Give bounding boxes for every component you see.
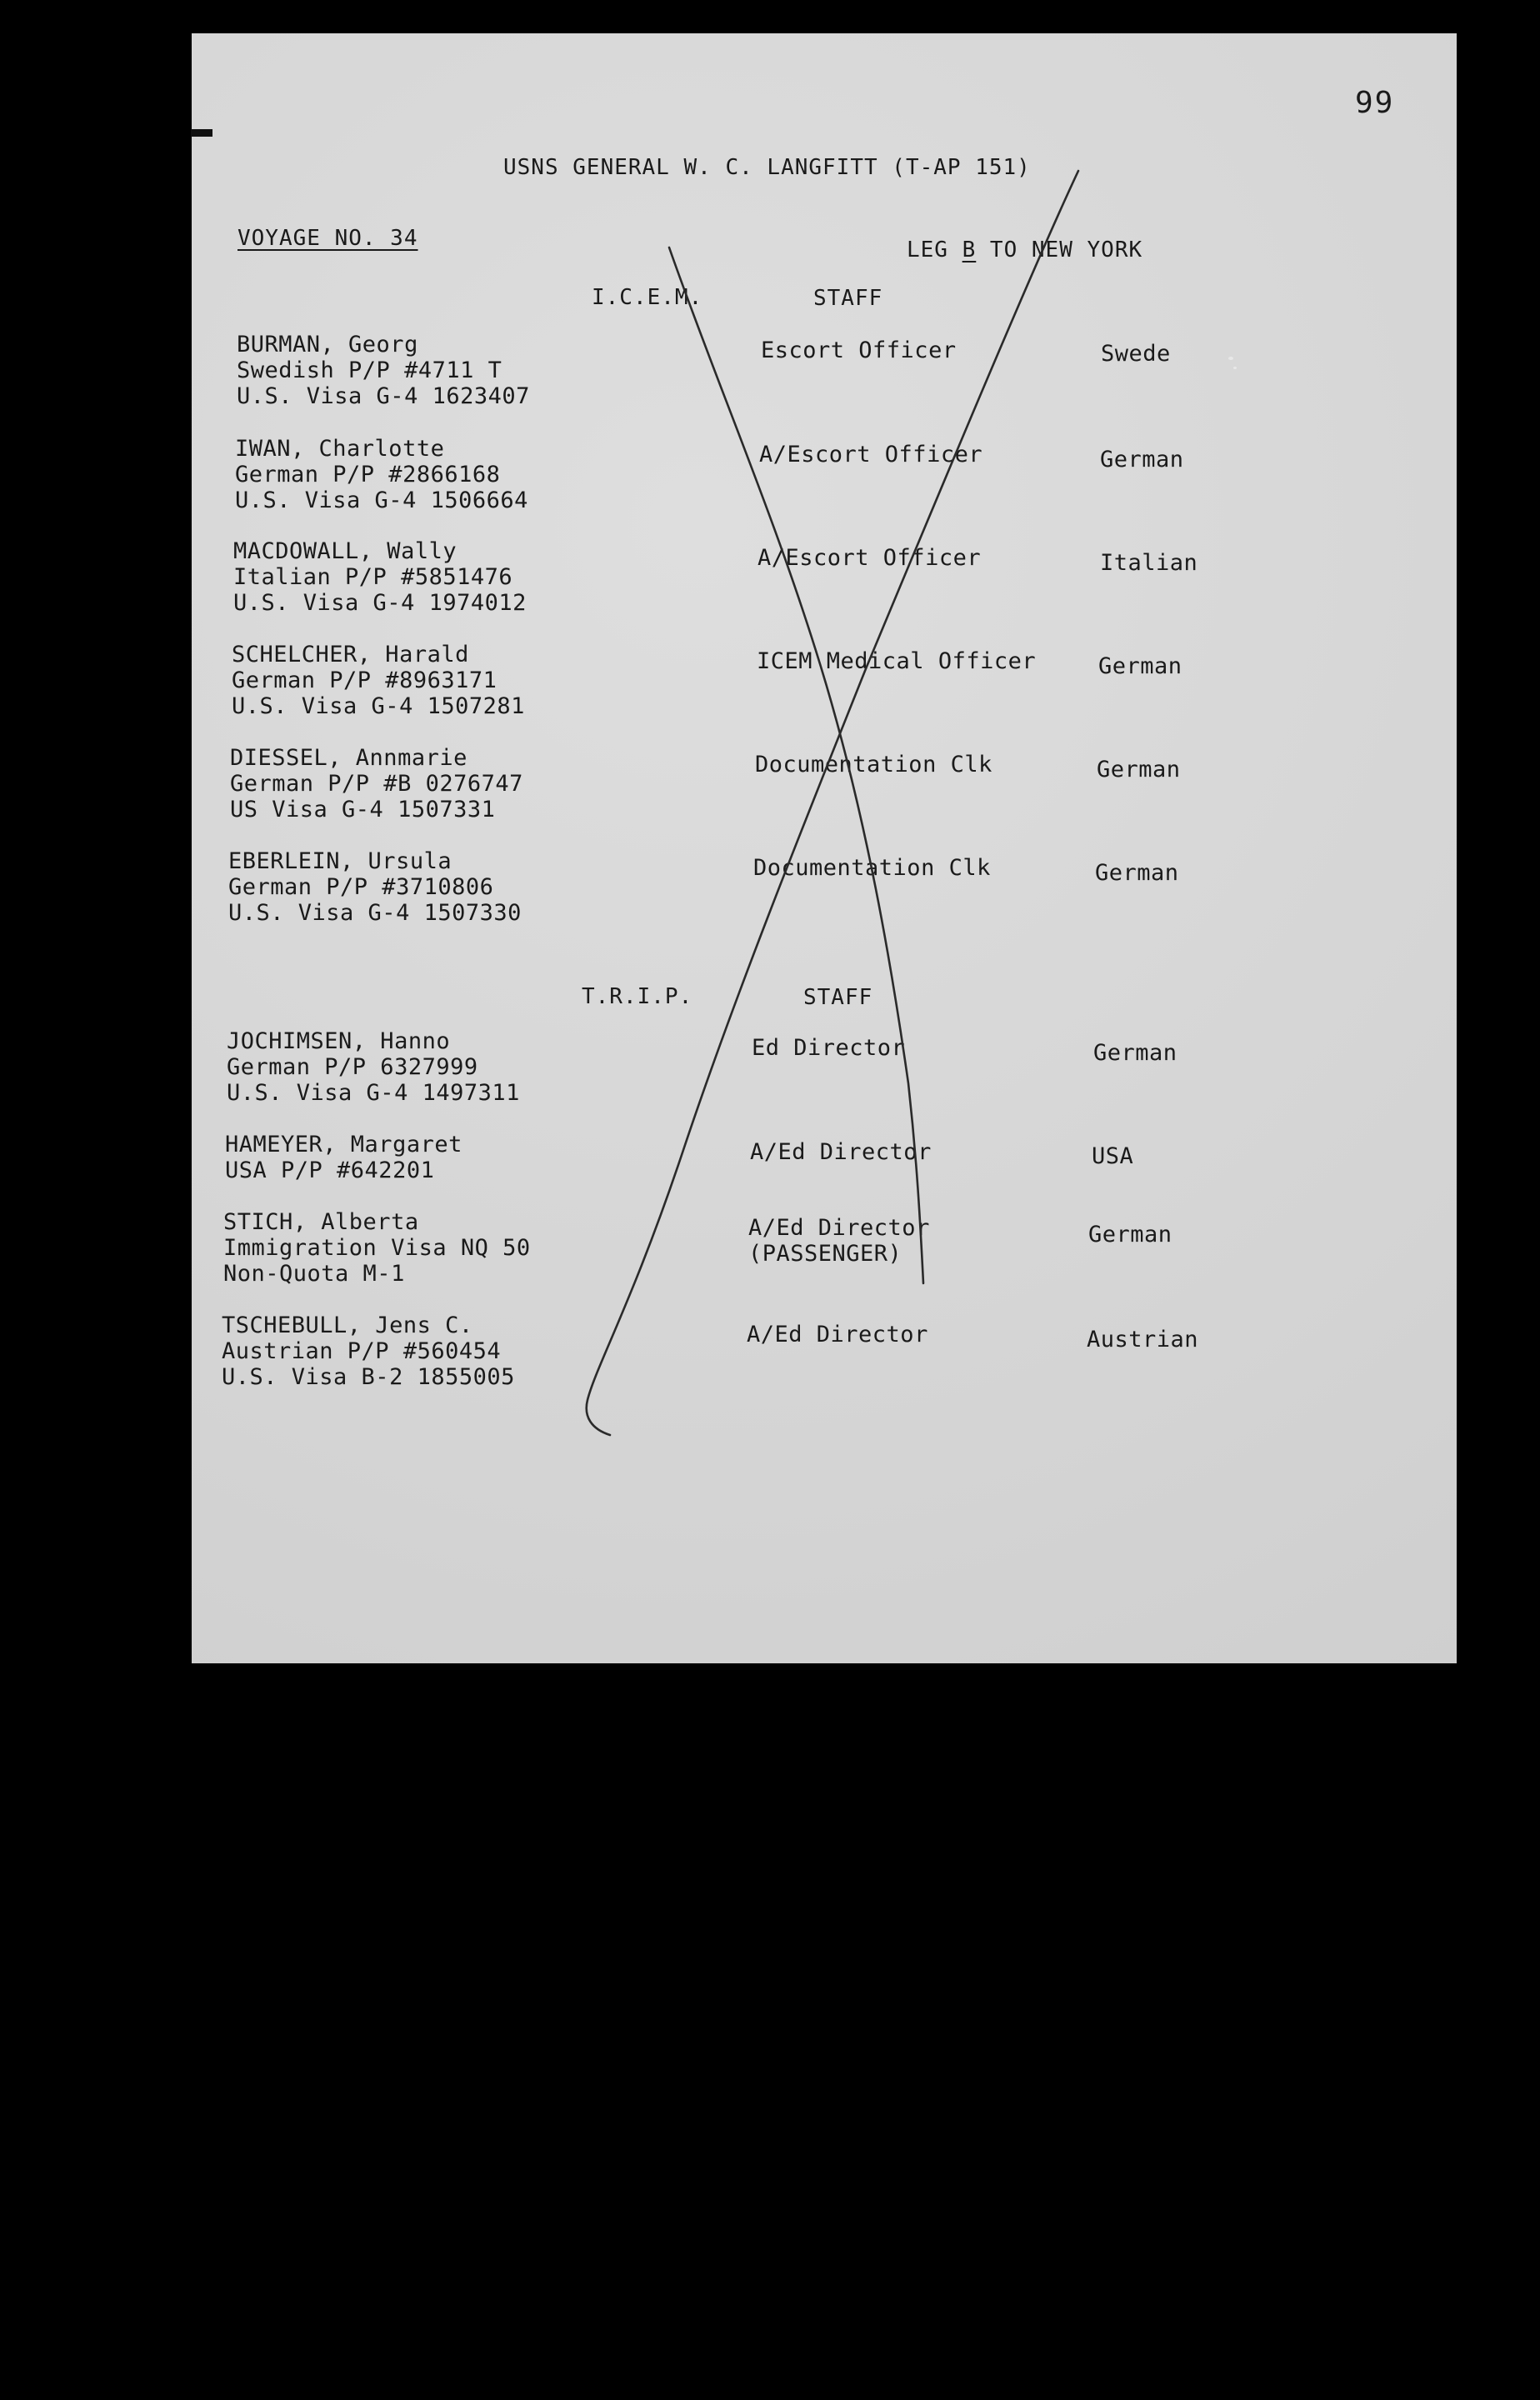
entry-name: STICH, Alberta bbox=[223, 1209, 419, 1235]
entry-nationality: German bbox=[1093, 1040, 1178, 1066]
entry-position-note: (PASSENGER) bbox=[748, 1241, 902, 1267]
entry-doc: U.S. Visa G-4 1623407 bbox=[237, 383, 530, 409]
entry-position: ICEM Medical Officer bbox=[757, 648, 1037, 674]
entry-name: TSCHEBULL, Jens C. bbox=[222, 1312, 473, 1338]
entry-nationality: Swede bbox=[1101, 341, 1171, 367]
entry-doc: U.S. Visa B-2 1855005 bbox=[222, 1364, 515, 1390]
entry-doc: U.S. Visa G-4 1507330 bbox=[228, 900, 522, 926]
entry-nationality: German bbox=[1088, 1222, 1172, 1248]
entry-position: Escort Officer bbox=[761, 338, 957, 363]
page-number: 99 bbox=[1355, 86, 1395, 120]
entry-nationality: Austrian bbox=[1087, 1327, 1199, 1352]
section-org-trip: T.R.I.P. bbox=[582, 984, 693, 1009]
entry-position: A/Ed Director bbox=[747, 1322, 928, 1348]
entry-doc: Swedish P/P #4711 T bbox=[237, 358, 502, 383]
entry-doc: Italian P/P #5851476 bbox=[233, 564, 513, 590]
scan-speck bbox=[1233, 367, 1237, 369]
entry-name: DIESSEL, Annmarie bbox=[230, 745, 468, 771]
entry-name: HAMEYER, Margaret bbox=[225, 1132, 462, 1158]
entry-doc: U.S. Visa G-4 1974012 bbox=[233, 590, 527, 616]
leg-prefix: LEG bbox=[907, 238, 962, 262]
entry-name: SCHELCHER, Harald bbox=[232, 642, 469, 668]
leg-letter: B bbox=[962, 238, 977, 262]
entry-doc: USA P/P #642201 bbox=[225, 1158, 435, 1183]
section-staff-label-trip: STAFF bbox=[803, 985, 873, 1010]
entry-position: Documentation Clk bbox=[755, 752, 992, 778]
leg-suffix: TO NEW YORK bbox=[976, 238, 1143, 262]
entry-doc: Immigration Visa NQ 50 bbox=[223, 1235, 531, 1261]
entry-position: Documentation Clk bbox=[753, 855, 991, 881]
entry-position: Ed Director bbox=[752, 1035, 906, 1061]
entry-doc: German P/P #B 0276747 bbox=[230, 771, 523, 797]
entry-doc: German P/P 6327999 bbox=[227, 1054, 478, 1080]
entry-name: BURMAN, Georg bbox=[237, 332, 418, 358]
entry-position: A/Ed Director bbox=[750, 1139, 932, 1165]
entry-position: A/Escort Officer bbox=[758, 545, 982, 571]
entry-name: JOCHIMSEN, Hanno bbox=[227, 1028, 451, 1054]
entry-name: MACDOWALL, Wally bbox=[233, 538, 458, 564]
entry-doc: German P/P #2866168 bbox=[235, 462, 501, 488]
voyage-number: VOYAGE NO. 34 bbox=[238, 226, 418, 251]
entry-doc: U.S. Visa G-4 1506664 bbox=[235, 488, 528, 513]
entry-doc: Austrian P/P #560454 bbox=[222, 1338, 502, 1364]
entry-doc: US Visa G-4 1507331 bbox=[230, 797, 496, 822]
entry-doc: U.S. Visa G-4 1507281 bbox=[232, 693, 525, 719]
entry-name: EBERLEIN, Ursula bbox=[228, 848, 452, 874]
entry-nationality: German bbox=[1097, 757, 1181, 782]
page-title: USNS GENERAL W. C. LANGFITT (T-AP 151) bbox=[503, 155, 1031, 180]
entry-position: A/Escort Officer bbox=[759, 442, 983, 468]
entry-doc: German P/P #3710806 bbox=[228, 874, 494, 900]
entry-nationality: German bbox=[1100, 447, 1184, 472]
entry-position: A/Ed Director bbox=[748, 1215, 930, 1241]
entry-nationality: Italian bbox=[1100, 550, 1198, 576]
entry-doc: Non-Quota M-1 bbox=[223, 1261, 405, 1287]
entry-doc: German P/P #8963171 bbox=[232, 668, 498, 693]
entry-name: IWAN, Charlotte bbox=[235, 436, 445, 462]
scan-speck bbox=[1228, 357, 1233, 360]
section-org-icem: I.C.E.M. bbox=[592, 285, 703, 310]
section-staff-label-icem: STAFF bbox=[813, 286, 883, 311]
entry-nationality: USA bbox=[1092, 1143, 1134, 1169]
entry-nationality: German bbox=[1098, 653, 1182, 679]
entry-doc: U.S. Visa G-4 1497311 bbox=[227, 1080, 520, 1106]
entry-nationality: German bbox=[1095, 860, 1179, 886]
